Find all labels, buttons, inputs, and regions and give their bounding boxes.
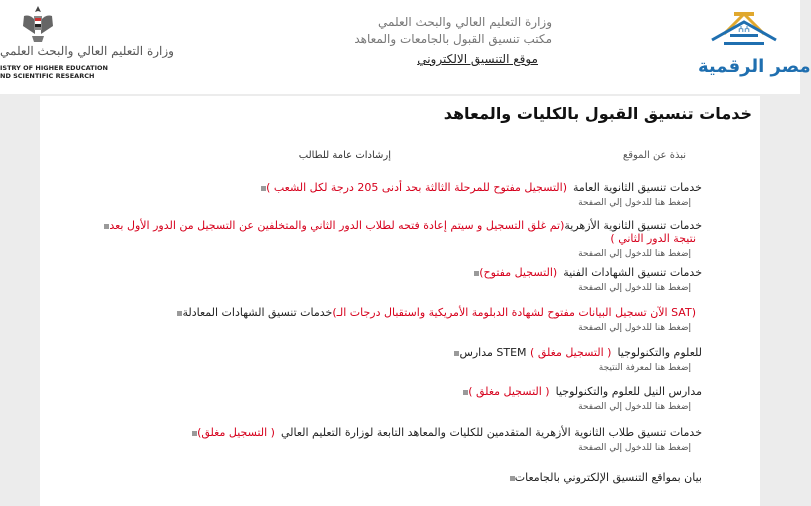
service-item-stem xyxy=(82,346,702,374)
service-link[interactable]: إضغط هنا للدخول إلي الصفحة xyxy=(578,198,691,208)
service-link[interactable]: إضغط هنا للدخول إلي الصفحة xyxy=(578,402,691,412)
service-name[interactable]: مدارس STEM للعلوم والتكنولوجيا xyxy=(459,346,702,359)
site-header xyxy=(0,0,811,94)
service-name[interactable]: مدارس النيل للعلوم والتكنولوجيا xyxy=(555,385,702,398)
ministry-logo-arabic: وزارة التعليم العالي والبحث العلمي xyxy=(0,44,174,58)
service-link[interactable]: إضغط هنا للدخول إلي الصفحة xyxy=(578,323,691,333)
service-status: (تم غلق التسجيل و سيتم إعادة فتحه لطلاب الدور الثاني والمتخلفين عن التسجيل من الدور الأول بعد نتيجة الدور الثاني ) xyxy=(109,219,696,245)
service-name[interactable]: خدمات تنسيق الشهادات الفنية xyxy=(563,266,702,279)
service-item-nile xyxy=(82,385,702,413)
service-item-technical xyxy=(82,266,702,294)
service-status: (الآن تسجيل البيانات مفتوح لشهادة الدبلومة الأمريكية واستقبال درجات الـ SAT) xyxy=(332,306,696,319)
service-status: (التسجيل مفتوح) xyxy=(479,266,558,279)
egypt-eagle-emblem-icon xyxy=(20,4,56,46)
service-status: ( التسجيل مغلق ) xyxy=(468,385,550,398)
service-status: ( التسجيل مغلق ) xyxy=(530,346,612,359)
service-status: ( التسجيل مغلق) xyxy=(197,426,275,439)
digital-egypt-logo xyxy=(694,4,811,88)
svg-text:ⵄⵄ: ⵄⵄ xyxy=(737,25,751,34)
service-link[interactable]: إضغط هنا للدخول إلي الصفحة xyxy=(578,249,691,259)
ministry-logo-english: ISTRY OF HIGHER EDUCATION ND SCIENTIFIC RESEARCH xyxy=(0,64,108,80)
header-text xyxy=(302,14,552,48)
service-link[interactable]: إضغط هنا لمعرفة النتيجة xyxy=(598,363,691,373)
tab-guidance[interactable]: إرشادات عامة للطالب xyxy=(298,150,391,161)
service-item-azhar-secondary xyxy=(82,219,702,260)
ministry-logo xyxy=(0,4,174,90)
service-name[interactable]: بيان بمواقع التنسيق الإلكتروني بالجامعات xyxy=(514,471,702,484)
service-link[interactable]: إضغط هنا للدخول إلي الصفحة xyxy=(578,443,691,453)
tab-about[interactable]: نبذة عن الموقع xyxy=(622,150,686,161)
service-item-general-secondary xyxy=(82,181,702,209)
service-name[interactable]: خدمات تنسيق الثانوية العامة xyxy=(573,181,702,194)
office-name: مكتب تنسيق القبول بالجامعات والمعاهد xyxy=(354,32,552,46)
service-name[interactable]: خدمات تنسيق طلاب الثانوية الأزهرية المتقدمين للكليات والمعاهد التابعة لوزارة التعليم العالي xyxy=(280,426,702,439)
service-status: (التسجيل مفتوح للمرحلة الثالثة بحد أدنى 205 درجة لكل الشعب ) xyxy=(266,181,567,194)
digital-egypt-emblem-icon xyxy=(694,4,794,56)
service-name[interactable]: خدمات تنسيق الثانوية الأزهرية xyxy=(564,219,702,232)
digital-egypt-text: مصر الرقمية xyxy=(698,56,811,77)
service-item-university-sites xyxy=(82,471,702,484)
service-name[interactable]: خدمات تنسيق الشهادات المعادلة xyxy=(182,306,333,319)
service-item-azhar-higher-ed xyxy=(82,426,702,454)
service-link[interactable]: إضغط هنا للدخول إلي الصفحة xyxy=(578,283,691,293)
site-link[interactable]: موقع التنسيق الالكتروني xyxy=(417,52,538,66)
service-item-equivalent xyxy=(82,306,702,334)
page-title: خدمات تنسيق القبول بالكليات والمعاهد xyxy=(443,104,752,123)
ministry-name: وزارة التعليم العالي والبحث العلمي xyxy=(378,15,552,29)
